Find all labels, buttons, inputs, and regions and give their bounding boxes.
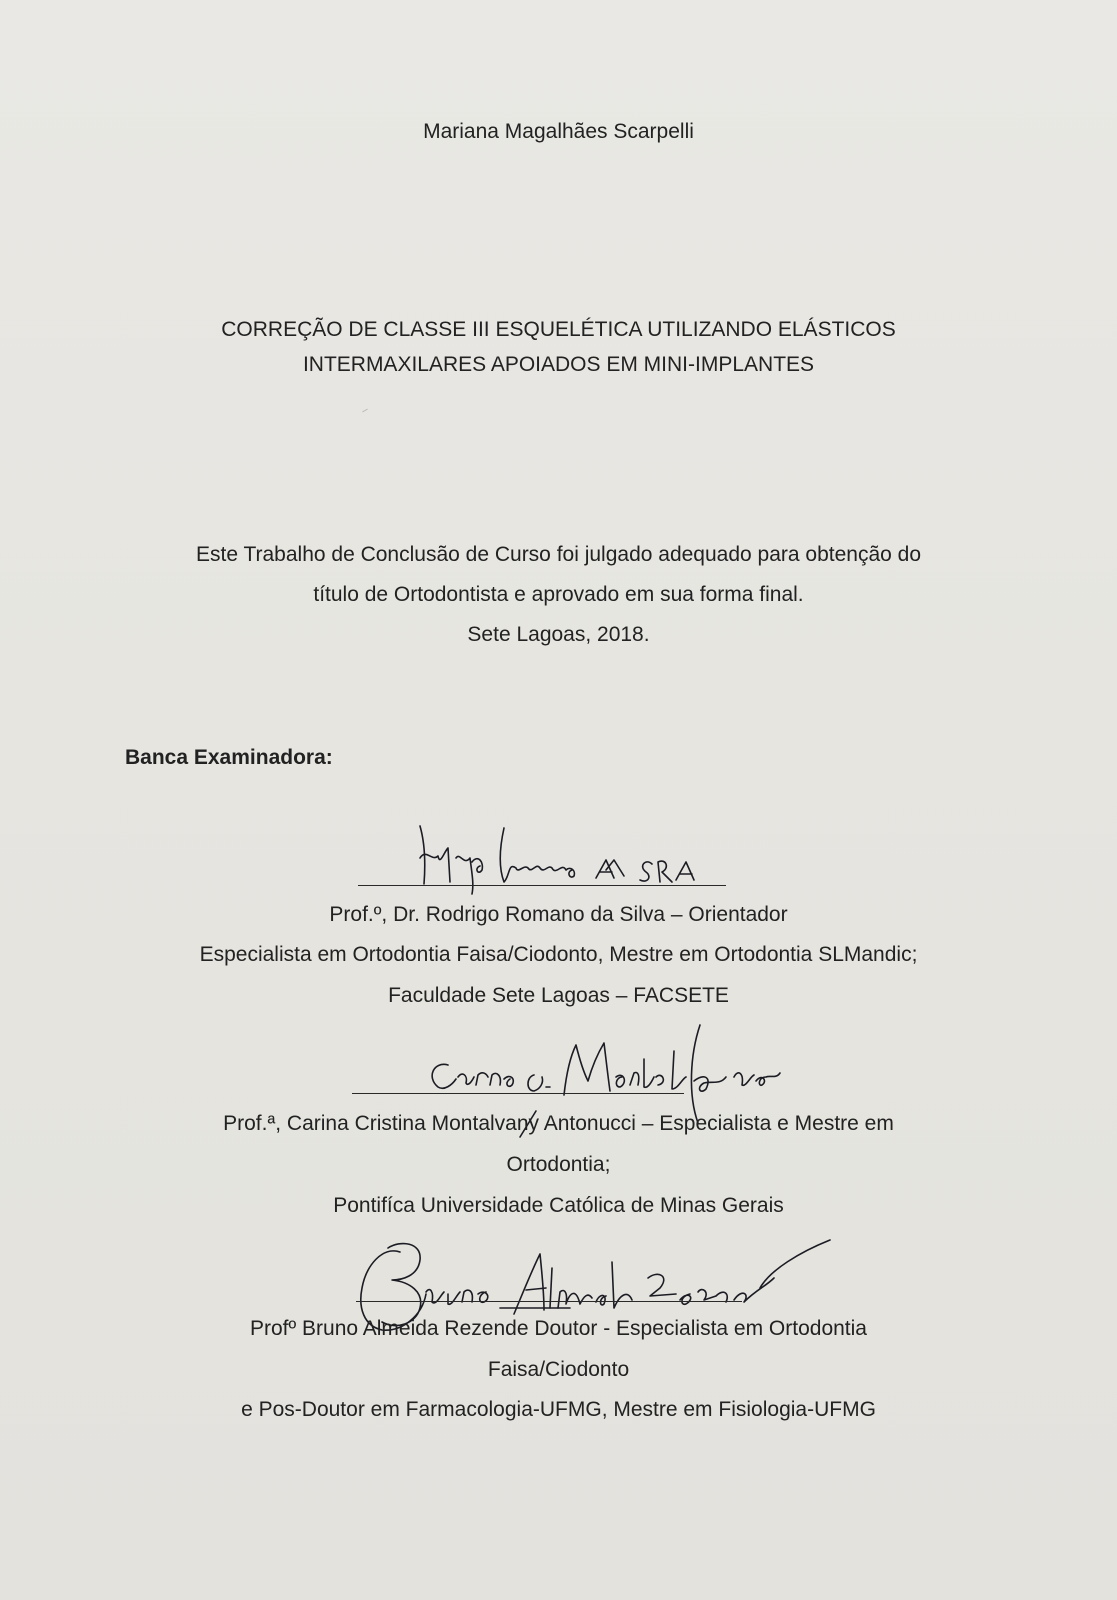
- thesis-title-line-1: CORREÇÃO DE CLASSE III ESQUELÉTICA UTILIZANDO ELÁSTICOS: [221, 318, 896, 341]
- signature-rodrigo-romano-da-silva: [400, 818, 740, 898]
- member-1-name: Prof.º, Dr. Rodrigo Romano da Silva – Orientador: [329, 903, 788, 926]
- member-3-credentials: Faisa/Ciodonto: [487, 1358, 630, 1381]
- place-and-date: Sete Lagoas, 2018.: [467, 623, 650, 646]
- signature-line: [356, 1301, 742, 1302]
- member-2-name: Prof.ª, Carina Cristina Montalvany Antonucci – Especialista e Mestre em: [223, 1112, 894, 1135]
- approval-statement-line-1: Este Trabalho de Conclusão de Curso foi julgado adequado para obtenção do: [195, 543, 922, 566]
- member-1-credentials: Especialista em Ortodontia Faisa/Ciodonto, Mestre em Ortodontia SLMandic;: [199, 943, 918, 966]
- thesis-title-line-2: INTERMAXILARES APOIADOS EM MINI-IMPLANTES: [302, 353, 815, 376]
- committee-heading: Banca Examinadora:: [125, 746, 333, 769]
- member-3-name: Profº Bruno Almeida Rezende Doutor - Especialista em Ortodontia: [250, 1317, 867, 1340]
- member-3-institution: e Pos-Doutor em Farmacologia-UFMG, Mestre em Fisiologia-UFMG: [241, 1398, 876, 1421]
- member-1-institution: Faculdade Sete Lagoas – FACSETE: [388, 984, 729, 1007]
- author-name: Mariana Magalhães Scarpelli: [423, 120, 694, 143]
- signature-line: [358, 885, 726, 886]
- signature-line: [352, 1093, 684, 1094]
- member-2-credentials: Ortodontia;: [506, 1153, 611, 1176]
- paper-mark: [362, 409, 368, 413]
- member-2-institution: Pontifíca Universidade Católica de Minas Gerais: [333, 1194, 784, 1217]
- approval-statement-line-2: título de Ortodontista e aprovado em sua forma final.: [313, 583, 804, 606]
